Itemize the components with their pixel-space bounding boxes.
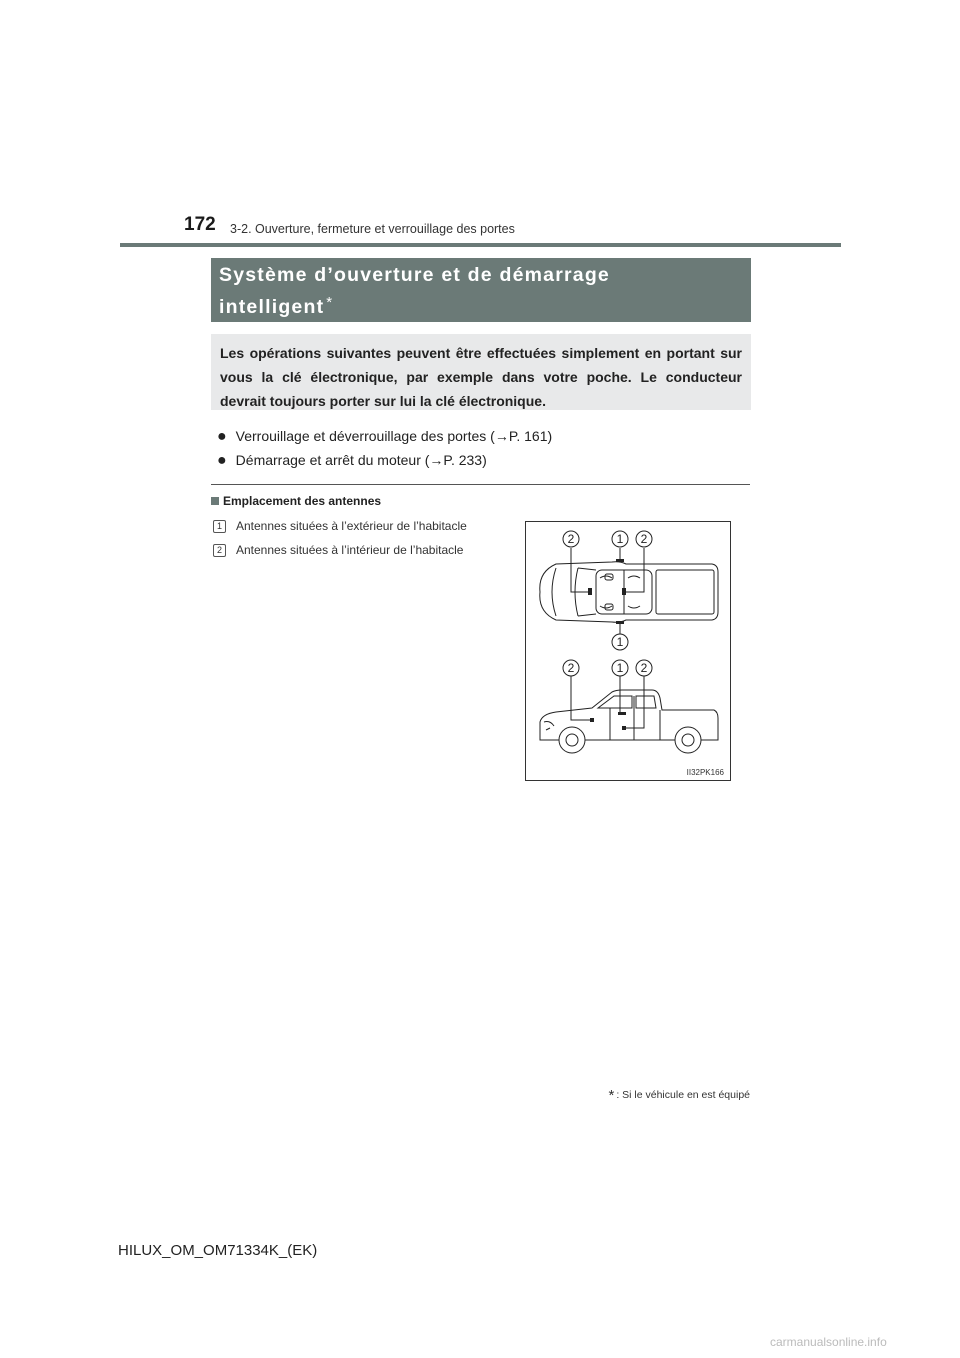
callout-side-1: 1 — [616, 661, 624, 675]
figure-id: II32PK166 — [686, 768, 724, 777]
bullet-item-lock — [217, 428, 552, 446]
vehicle-top-bed — [656, 570, 714, 614]
title-line2: intelligent — [219, 296, 325, 318]
intro-box: Les opérations suivantes peuvent être effectuées simplement en portant sur vous la clé électronique, par exemple dans votre poche. Le conducteur devrait toujours porter sur lui la clé électronique. — [211, 334, 751, 410]
legend-item-2 — [213, 543, 463, 557]
callout-number-icon: 1 — [213, 520, 226, 533]
callout-top-2b: 2 — [640, 532, 648, 546]
title-line1: Système d’ouverture et de démarrage — [219, 264, 610, 286]
footnote-text: : Si le véhicule en est équipé — [616, 1089, 750, 1101]
callout-number-icon: 2 — [213, 544, 226, 557]
square-bullet-icon — [211, 497, 219, 505]
header-rule — [120, 243, 841, 247]
arrow-icon: → — [429, 452, 444, 468]
title-star: * — [326, 294, 333, 311]
section-rule — [211, 484, 750, 485]
subsection-heading-text: Emplacement des antennes — [223, 494, 382, 508]
callout-top-1a: 1 — [616, 532, 624, 546]
vehicle-side-windows — [598, 696, 656, 708]
vehicle-illustration — [526, 522, 732, 782]
callout-top-1b: 1 — [616, 635, 624, 649]
footer-doc-id: HILUX_OM_OM71334K_(EK) — [118, 1242, 318, 1259]
page-ref-link[interactable]: P. 161) — [508, 428, 553, 444]
bullet-item-engine — [217, 452, 487, 470]
watermark: carmanualsonline.info — [770, 1335, 887, 1349]
footnote — [580, 1087, 750, 1104]
chapter-title: 3-2. Ouverture, fermeture et verrouillage des portes — [230, 222, 515, 236]
antenna-figure — [525, 521, 731, 781]
callout-side-2b: 2 — [640, 661, 648, 675]
subsection-heading — [211, 494, 381, 508]
legend-text: Antennes situées à l’intérieur de l’habitacle — [236, 543, 464, 557]
section-title — [211, 258, 751, 322]
asterisk-icon: * — [608, 1087, 615, 1104]
bullet-text: Démarrage et arrêt du moteur ( — [235, 452, 430, 468]
arrow-icon: → — [494, 428, 509, 444]
page-number: 172 — [184, 214, 216, 235]
vehicle-side-rear-wheel — [675, 727, 701, 753]
legend-text: Antennes situées à l’extérieur de l’habitacle — [236, 519, 467, 533]
callout-side-2a: 2 — [567, 661, 575, 675]
bullet-dot-icon: ● — [217, 452, 227, 469]
vehicle-side-front-wheel — [559, 727, 585, 753]
page-ref-link[interactable]: P. 233) — [443, 452, 487, 468]
vehicle-top-hood — [552, 568, 556, 616]
callout-top-2a: 2 — [567, 532, 575, 546]
legend-item-1 — [213, 519, 467, 533]
bullet-text: Verrouillage et déverrouillage des portes ( — [235, 428, 495, 444]
bullet-dot-icon: ● — [217, 428, 227, 445]
